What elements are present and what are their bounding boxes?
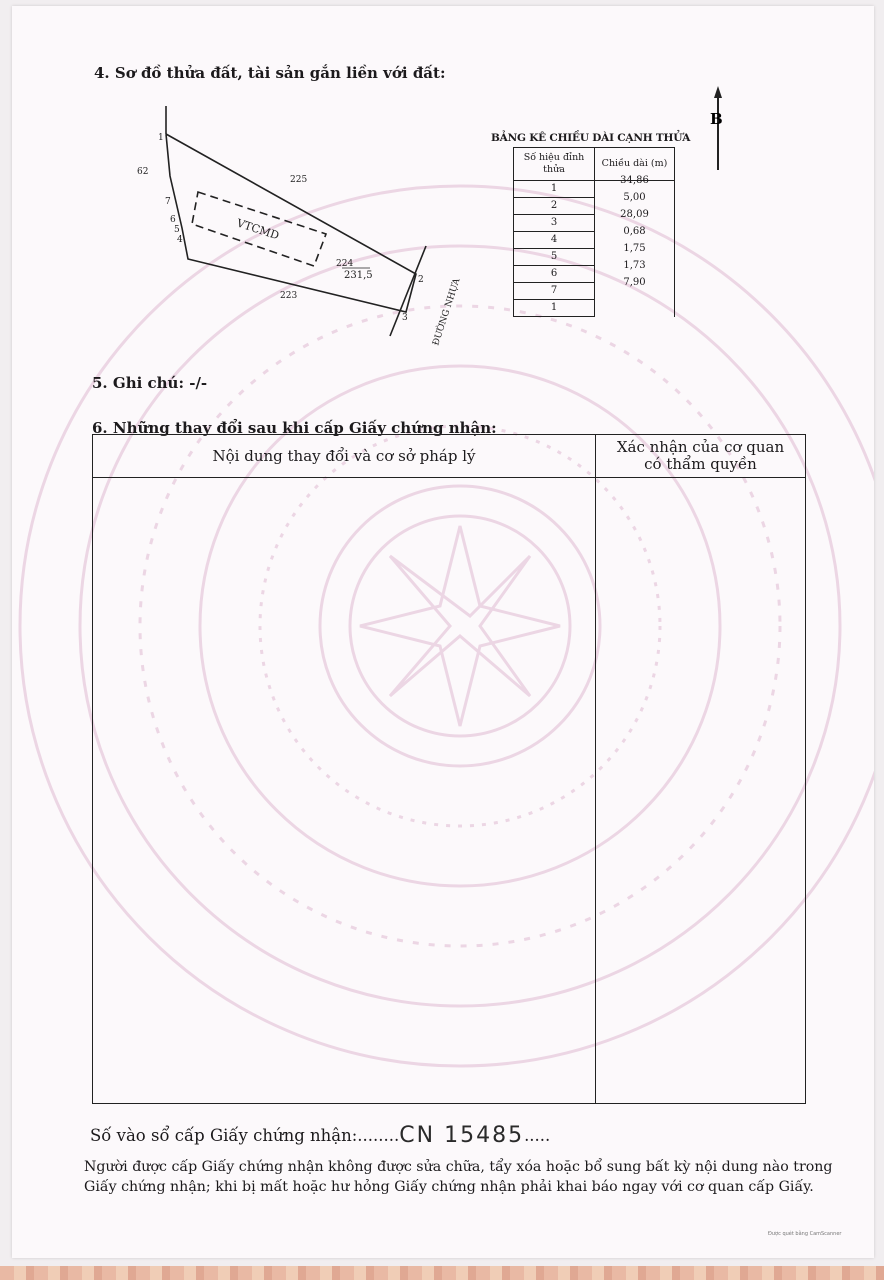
section-4-heading: 4. Sơ đồ thửa đất, tài sản gắn liền với đất:: [94, 64, 446, 82]
registration-dots: ........: [357, 1126, 400, 1145]
table-row: 7 7,90: [514, 283, 675, 300]
vertex-label-1: 1: [158, 133, 164, 143]
vertex-label-2: 2: [418, 275, 424, 285]
registration-line: [90, 1122, 550, 1147]
notice-line-1: Người được cấp Giấy chứng nhận không được sửa chữa, tẩy xóa hoặc bổ sung bất kỳ nội dung nào trong: [84, 1159, 833, 1175]
next-page-edge: [0, 1266, 884, 1280]
section-6-heading: 6. Những thay đổi sau khi cấp Giấy chứng nhận:: [92, 419, 497, 437]
table-row: 3 28,09: [514, 215, 675, 232]
table-row: 6 1,73: [514, 266, 675, 283]
neighbor-label-224: 224: [336, 259, 354, 269]
table-row: 1: [514, 300, 675, 317]
content-column-header: Nội dung thay đổi và cơ sở pháp lý: [93, 435, 596, 478]
table-row: 5 1,75: [514, 249, 675, 266]
vertex-label-5: 5: [174, 225, 180, 235]
scanner-mark: Được quét bằng CamScanner: [768, 1231, 842, 1237]
neighbor-label-223: 223: [280, 291, 298, 301]
section-5-heading: 5. Ghi chú: -/-: [92, 374, 208, 392]
vertex-label-7: 7: [165, 197, 171, 207]
registration-label: Số vào sổ cấp Giấy chứng nhận:: [90, 1126, 358, 1145]
edge-length-table: [513, 147, 675, 317]
vertex-label-3: 3: [402, 313, 408, 323]
table-row: 4 0,68: [514, 232, 675, 249]
length-column-header: Chiều dài (m): [595, 148, 675, 181]
registration-dots-after: .....: [524, 1126, 551, 1145]
changes-table: [92, 434, 806, 1104]
north-label: B: [710, 110, 723, 128]
use-label: VTCMD: [235, 216, 281, 243]
content-cell: [93, 478, 596, 1104]
table-row: 2 5,00: [514, 198, 675, 215]
vertex-label-4: 4: [177, 235, 183, 245]
road-label: ĐƯỜNG NHỰA: [431, 277, 463, 347]
confirm-column-header: Xác nhận của cơ quan có thẩm quyền: [596, 435, 806, 478]
notice-line-2: Giấy chứng nhận; khi bị mất hoặc hư hỏng Giấy chứng nhận phải khai báo ngay với cơ quan cấp Giấy.: [84, 1179, 814, 1195]
parcel-area: 231,5: [344, 270, 373, 281]
neighbor-label-225: 225: [290, 175, 308, 185]
certificate-page: [12, 6, 874, 1258]
length-table-title: BẢNG KÊ CHIỀU DÀI CẠNH THỬA: [491, 132, 691, 144]
point-column-header: Số hiệu đỉnh thửa: [514, 148, 595, 181]
confirm-cell: [596, 478, 806, 1104]
parcel-plan: [12, 6, 874, 366]
vertex-label-6: 6: [170, 215, 176, 225]
table-row: 1 34,86: [514, 181, 675, 198]
neighbor-label-62: 62: [137, 167, 149, 177]
registration-number: CN 15485: [399, 1123, 525, 1148]
